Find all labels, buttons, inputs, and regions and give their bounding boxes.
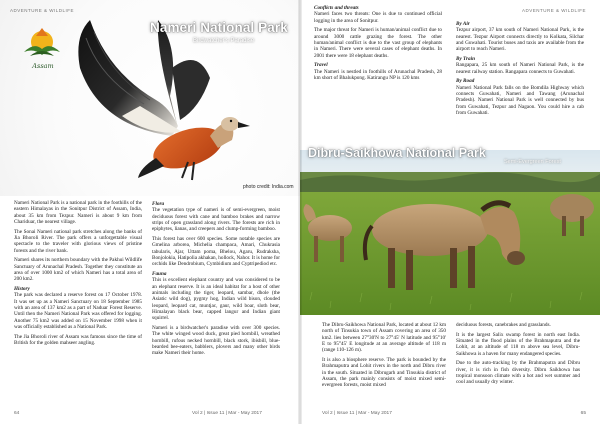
heading-by-train: By Train xyxy=(456,56,475,63)
paragraph: Tezpur airport, 37 km south of Nameri National Park, is the nearest. Tezpur Airport connects directly to Kolkata, Silchar and Guwahati. Tourist buses and taxis are available from the airport to reach Nameri. xyxy=(456,27,584,53)
right-bottom-text xyxy=(322,322,584,410)
heading-by-road: By Road xyxy=(456,78,475,85)
issue-line: Vol 2 | Issue 11 | Mar - May 2017 xyxy=(192,411,262,416)
wild-horses-photo xyxy=(300,150,600,315)
paragraph: It is also a biosphere reserve. The park is bounded by the Brahmaputra and Lohit rivers in the north and Dibru river in the south. Situated in Dibrugarh and Tinsukia district of Assam, the park mainly consists of moist mixed semi-evergreen forests, moist mixed xyxy=(322,357,446,389)
heading-history: History xyxy=(14,286,30,293)
article-subtitle: Birdwatcher's Paradise xyxy=(193,38,255,44)
paragraph: The major threat for Nameri is human/animal conflict due to around 3000 cattle grazing the forest. The other human/animal conflict is due to the vast group of elephants in Nameri. There were several cases of elephant deaths. In 2001 there were 18 elephant deaths. xyxy=(314,27,442,59)
paragraph: Nameri faces two threats: One is due to continued official logging in the area of Sonitpur. xyxy=(314,11,442,24)
paragraph: It is the largest Salix swamp forest in north east India. Situated in the flood plains of the Brahmaputra and the Lohit, at an altitude of 118 m above sea level, Dibru-Saikhowa is a haven for many endangered species. xyxy=(456,331,580,357)
paragraph: Nameri National Park is a national park in the foothills of the eastern Himalayas in the Sonitpur District of Assam, India, about 35 km from Tezpur. Nameri is about 9 km from Chariduar, the nearest village. xyxy=(14,200,142,226)
paragraph: deciduous forests, canebrakes and grasslands. xyxy=(456,322,551,328)
article-subtitle-dibru: Semi-Evergreen Forest xyxy=(504,159,561,165)
paragraph: Nameri National Park falls on the Bomdila Highway which connects Guwahati, Nameri and Tawang (Arunachal Pradesh). Nameri National Park is well connected by bus from Guwahati, Tezpur and Nagaon. You could hire a cab from Guwahati. xyxy=(456,84,584,117)
photo-credit: photo credit: India.com xyxy=(243,184,294,190)
paragraph: The Dibru-Saikhowa National Park, located at about 12 km north of Tinsukia town of Assam covering an area of 350 km2. lies between 27°30'N to 27°45' N latitude and 95°10' E to 95°45' E longitude at an average altitude of 118 m (range 110-126 m). xyxy=(322,322,446,354)
center-gutter xyxy=(298,0,302,424)
paragraph: The vegetation type of nameri is of semi-evergreen, moist deciduous forest with cane and bamboo brakes and narrow strips of open grassland along rivers. The forests are rich in epiphytes, lianas, and creepers and clump-forming bamboo. xyxy=(152,207,280,233)
right-top-column-1 xyxy=(314,4,442,85)
article-title-dibru: Dibru-Saikhowa National Park xyxy=(308,146,486,160)
article-title: Nameri National Park xyxy=(150,20,288,35)
right-bottom-column-2 xyxy=(456,322,580,389)
paragraph: The Nameri is nestled in foothills of Arunachal Pradesh, 28 km short of Bhalukpong. Katirangu NP is 120 kms xyxy=(314,68,442,82)
page-number: 64 xyxy=(14,411,20,416)
right-top-column-2 xyxy=(456,20,584,120)
paragraph: This forest has over 600 species. Some notable species are Gmelina arborea, Michelia champaca, Amari, Chukrasia tabularis, Ajar, Uttam poma, Bhelou, Agaru, Rudraksha, Bonjolokia, Hatipolia akhakan, hollock, Nahor. It is home for orchids like Dendrobium, Cymbidium and Cyptripediod etc. xyxy=(152,236,280,268)
logo-wordmark: Assam xyxy=(32,62,54,70)
paragraph: The Sonai Nameri national park stretches along the banks of Jia Bhoroli River. The park offers a unforgettable visual spectacle to the traveler with glorious views of pristine forests and the river bank. xyxy=(14,228,142,254)
paragraph: Due to the auto-tracking by the Brahmaputra and Dibru river, it is rich in fish diversity. Dibru Saikhowa has tropical monsoon climate with a hot and wet summer and cool and usually dry winter. xyxy=(456,360,580,386)
ruddy-shelduck-bird-image xyxy=(60,8,270,196)
left-column-1 xyxy=(14,200,142,350)
paragraph: Nameri shares its northern boundary with the Pakhui Wildlife Sanctuary of Arunachal Pradesh. Together they constitute an area of over 1000 km2 of which Nameri has a total area of 200 km2. xyxy=(14,257,142,283)
heading-fauna: Fauna xyxy=(152,271,167,278)
right-top-text xyxy=(314,4,594,154)
left-column-2 xyxy=(152,200,280,360)
page-number: 65 xyxy=(580,411,586,416)
paragraph: This is excellent elephant country and was considered to be an elephant reserve. It is an ideal habitat for a host of other animals including the tiger, leopard, sambar, dhole (the Asiatic wild dog), pygmy hog, Indian wild bison, clouded leopard, leopard cat, muntjac, gaur, wild boar, sloth bear, Himalayan black bear, capped langur and Indian giant squirrel. xyxy=(152,277,280,322)
paragraph: The Jia Bhoroli river of Assam was famous since the time of British for the golden mahseer angling. xyxy=(14,333,142,347)
section-tag: ADVENTURE & WILDLIFE xyxy=(10,8,75,13)
section-tag: ADVENTURE & WILDLIFE xyxy=(521,8,586,13)
heading-by-air: By Air xyxy=(456,21,470,27)
heading-flora: Flora xyxy=(152,201,165,207)
heading-travel: Travel xyxy=(314,62,328,69)
right-page xyxy=(300,0,600,424)
paragraph: Nameri is a birdwatcher's paradise with over 300 species. The white winged wood duck, great pied hornbill, wreathed hornbill, rufous necked hornbill, black stork, ibisbill, blue-bearded bee-eaters, babblers, plovers and many other birds make Nameri their home. xyxy=(152,325,280,357)
right-bottom-column-1 xyxy=(322,322,446,392)
heading-conflicts: Conflicts and threats xyxy=(314,5,359,11)
paragraph: The park was declared a reserve forest on 17 October 1978. It was set up as a Nameri Sanctuary on 18 September 1985 with an area of 137 km2 as a part of Naduar Forest Reserve. Until then the Nameri National Park was offered for logging. Another 75 km2 was added on 15 November 1998 when it was officially established as a National Park. xyxy=(14,292,142,331)
assam-tourism-logo xyxy=(20,22,64,66)
hero-bird-photo xyxy=(0,0,300,196)
left-body-text xyxy=(14,200,292,404)
issue-line: Vol 2 | Issue 11 | Mar - May 2017 xyxy=(322,411,392,416)
paragraph: Rangapara, 25 km south of Nameri National Park, is the nearest railway station. Rangapara connects to Guwahati. xyxy=(456,62,584,75)
